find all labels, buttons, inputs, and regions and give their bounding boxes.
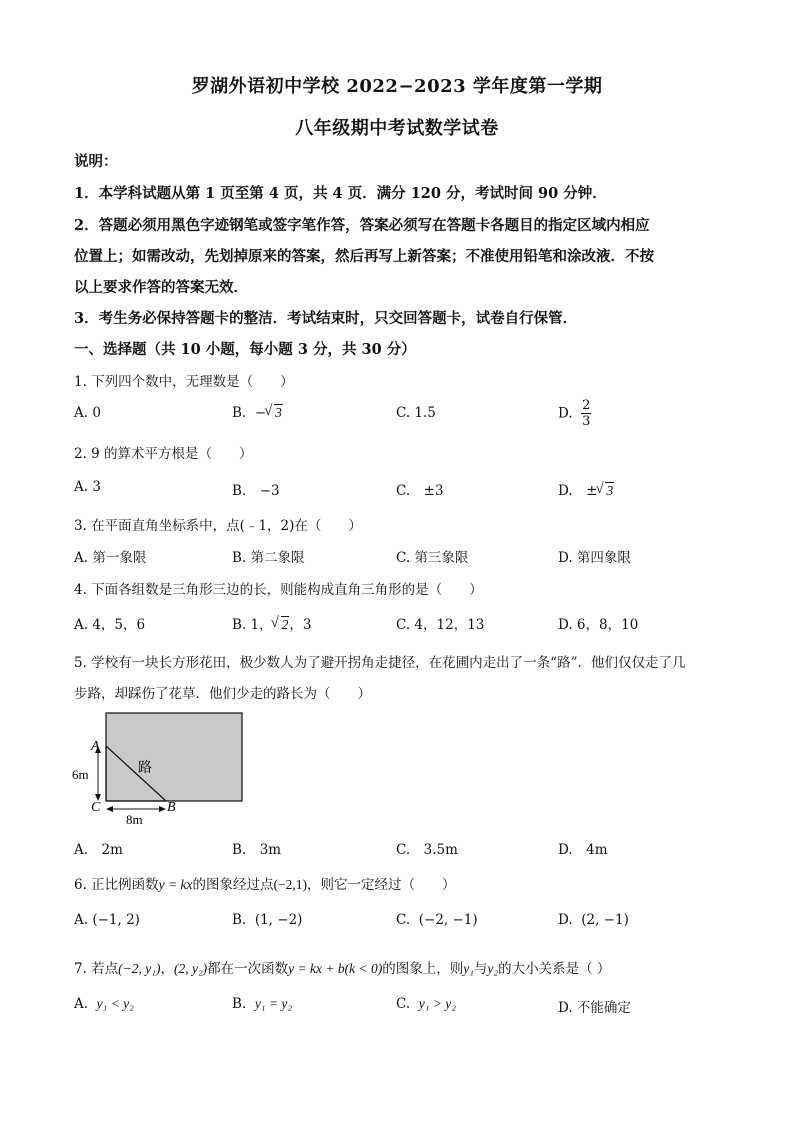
width-label: 8m	[126, 812, 143, 827]
q7-option-a: A. y₁ < y₂	[74, 996, 134, 1012]
instruction-item-2-line3: 以上要求作答的答案无效．	[74, 279, 248, 296]
q6-option-d: D. (2, −1)	[558, 912, 629, 928]
q4-option-d: D. 6，8，10	[558, 617, 639, 633]
question-5-stem-line1: 5. 学校有一块长方形花田，极少数人为了避开拐角走捷径，在花圃内走出了一条“路”．他们仅仅走了几	[74, 655, 686, 671]
section-heading: 一、选择题（共 10 小题，每小题 3 分，共 30 分）	[74, 341, 416, 358]
instruction-item-1: 1．本学科试题从第 1 页至第 4 页，共 4 页．满分 120 分，考试时间 90 分钟．	[74, 185, 607, 202]
q6-option-c: C. (−2, −1)	[396, 912, 478, 928]
q1-option-a: A. 0	[74, 405, 101, 421]
height-label: 6m	[72, 767, 89, 782]
question-7-stem: 7. 若点(−2, y₁)，(2, y₂)都在一次函数y = kx + b(k < 0)的图象上，则y₁与y₂的大小关系是（ ）	[74, 961, 611, 977]
instruction-item-2-line2: 位置上；如需改动，先划掉原来的答案，然后再写上新答案；不准使用铅笔和涂改液．不按	[74, 248, 654, 265]
q3-option-c: C. 第三象限	[396, 550, 469, 566]
q5-option-d: D. 4m	[558, 842, 608, 858]
flower-field-figure	[66, 706, 256, 828]
q3-option-b: B. 第二象限	[232, 550, 305, 566]
q3-option-d: D. 第四象限	[558, 550, 631, 566]
q2-option-d: D. ±√ 3	[558, 479, 614, 499]
question-2-stem: 2. 9 的算术平方根是（ ）	[74, 446, 253, 462]
question-1-stem: 1. 下列四个数中，无理数是（ ）	[74, 374, 294, 390]
flowerbed-rect	[106, 713, 242, 801]
q7-option-d: D. 不能确定	[558, 1000, 631, 1016]
q6-option-a: A. (−1, 2)	[74, 912, 140, 928]
q7-option-b: B. y₁ = y₂	[232, 996, 293, 1012]
q3-option-a: A. 第一象限	[74, 550, 147, 566]
q4-option-b: B. 1，√ 2，3	[232, 613, 311, 633]
page-title-line1: 罗湖外语初中学校 2022−2023 学年度第一学期	[191, 76, 603, 97]
q2-option-b: B. −3	[232, 483, 280, 499]
q2-option-a: A. 3	[74, 479, 101, 495]
instruction-item-3: 3．考生务必保持答题卡的整洁．考试结束时，只交回答题卡，试卷自行保管．	[74, 310, 578, 327]
point-c-label: C	[91, 800, 101, 815]
q5-option-c: C. 3.5m	[396, 842, 458, 858]
point-a-label: A	[91, 739, 100, 754]
point-b-label: B	[167, 800, 176, 815]
q4-option-a: A. 4，5，6	[74, 617, 146, 633]
path-label: 路	[138, 760, 152, 776]
q5-option-b: B. 3m	[232, 842, 282, 858]
question-3-stem: 3. 在平面直角坐标系中，点(﹣1，2)在（ ）	[74, 518, 362, 534]
instruction-item-2-line1: 2．答题必须用黑色字迹钢笔或签字笔作答，答案必须写在答题卡各题目的指定区域内相应	[74, 217, 650, 234]
q1-option-d: D. $\frac{2}{3}$	[558, 398, 591, 429]
q6-option-b: B. (1, −2)	[232, 912, 303, 928]
page-title-line2: 八年级期中考试数学试卷	[295, 118, 499, 139]
question-5-stem-line2: 步路，却踩伤了花草．他们少走的路长为（ ）	[74, 686, 371, 702]
q7-option-c: C. y₁ > y₂	[396, 996, 456, 1012]
q5-option-a: A. 2m	[74, 842, 123, 858]
q1-option-b: B. −√ 3	[232, 405, 283, 421]
q2-option-c: C. ±3	[396, 483, 444, 499]
question-4-stem: 4. 下面各组数是三角形三边的长，则能构成直角三角形的是（ ）	[74, 582, 483, 598]
instructions-heading: 说明：	[74, 153, 118, 170]
q1-option-c: C. 1.5	[396, 405, 436, 421]
question-6-stem: 6. 正比例函数y = kx的图象经过点(−2,1)，则它一定经过（ ）	[74, 877, 456, 893]
q4-option-c: C. 4，12，13	[396, 617, 485, 633]
